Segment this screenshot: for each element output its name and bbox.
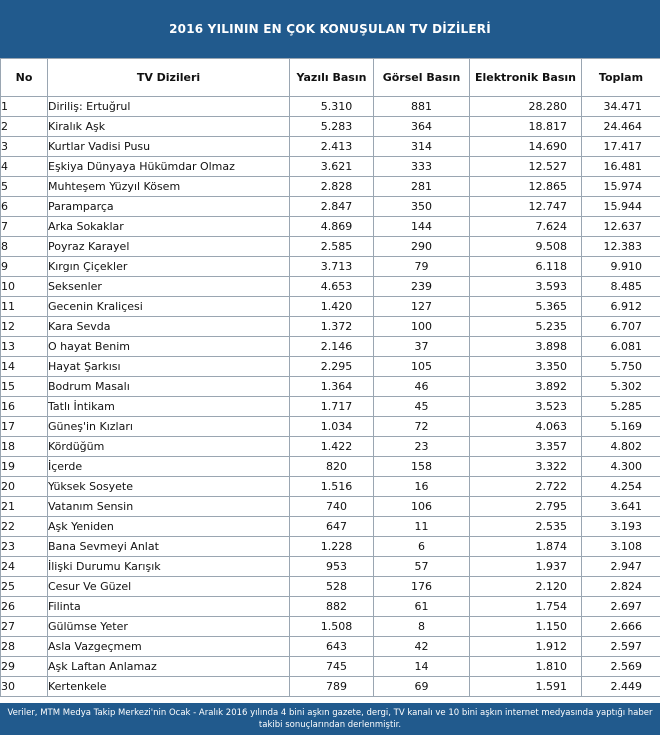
table-header <box>1 59 660 97</box>
table-row <box>1 497 660 517</box>
cell-toplam: 5.285 <box>582 397 660 417</box>
cell-no: 22 <box>1 517 48 537</box>
cell-yazili-basin: 5.283 <box>290 117 374 137</box>
cell-toplam: 2.666 <box>582 617 660 637</box>
cell-yazili-basin: 1.422 <box>290 437 374 457</box>
cell-no: 18 <box>1 437 48 457</box>
cell-series-name: Cesur Ve Güzel <box>48 577 290 597</box>
cell-no: 5 <box>1 177 48 197</box>
cell-elektronik-basin: 3.357 <box>470 437 582 457</box>
table-row <box>1 397 660 417</box>
cell-yazili-basin: 1.228 <box>290 537 374 557</box>
cell-no: 11 <box>1 297 48 317</box>
cell-no: 24 <box>1 557 48 577</box>
table-row <box>1 317 660 337</box>
cell-gorsel-basin: 333 <box>374 157 470 177</box>
cell-series-name: Kertenkele <box>48 677 290 697</box>
cell-series-name: İlişki Durumu Karışık <box>48 557 290 577</box>
table-row <box>1 677 660 697</box>
table-row <box>1 637 660 657</box>
cell-series-name: Hayat Şarkısı <box>48 357 290 377</box>
cell-yazili-basin: 1.034 <box>290 417 374 437</box>
cell-series-name: Tatlı İntikam <box>48 397 290 417</box>
column-header-yazili-basin: Yazılı Basın <box>290 59 374 97</box>
cell-toplam: 2.569 <box>582 657 660 677</box>
cell-no: 9 <box>1 257 48 277</box>
cell-toplam: 12.383 <box>582 237 660 257</box>
table-row <box>1 157 660 177</box>
cell-elektronik-basin: 1.874 <box>470 537 582 557</box>
cell-no: 27 <box>1 617 48 637</box>
cell-series-name: Diriliş: Ertuğrul <box>48 97 290 117</box>
cell-yazili-basin: 3.713 <box>290 257 374 277</box>
cell-series-name: Yüksek Sosyete <box>48 477 290 497</box>
cell-elektronik-basin: 5.235 <box>470 317 582 337</box>
cell-gorsel-basin: 6 <box>374 537 470 557</box>
cell-toplam: 4.300 <box>582 457 660 477</box>
cell-no: 17 <box>1 417 48 437</box>
table-row <box>1 657 660 677</box>
cell-toplam: 16.481 <box>582 157 660 177</box>
cell-elektronik-basin: 3.898 <box>470 337 582 357</box>
cell-gorsel-basin: 881 <box>374 97 470 117</box>
cell-elektronik-basin: 1.591 <box>470 677 582 697</box>
table-row <box>1 237 660 257</box>
cell-toplam: 2.449 <box>582 677 660 697</box>
footnote <box>0 703 660 735</box>
cell-yazili-basin: 647 <box>290 517 374 537</box>
cell-elektronik-basin: 1.810 <box>470 657 582 677</box>
cell-gorsel-basin: 57 <box>374 557 470 577</box>
cell-elektronik-basin: 1.937 <box>470 557 582 577</box>
cell-elektronik-basin: 7.624 <box>470 217 582 237</box>
cell-gorsel-basin: 314 <box>374 137 470 157</box>
cell-yazili-basin: 4.653 <box>290 277 374 297</box>
cell-gorsel-basin: 176 <box>374 577 470 597</box>
cell-yazili-basin: 643 <box>290 637 374 657</box>
table-row <box>1 557 660 577</box>
column-header-no: No <box>1 59 48 97</box>
cell-no: 23 <box>1 537 48 557</box>
cell-gorsel-basin: 46 <box>374 377 470 397</box>
cell-gorsel-basin: 239 <box>374 277 470 297</box>
cell-yazili-basin: 5.310 <box>290 97 374 117</box>
cell-yazili-basin: 2.413 <box>290 137 374 157</box>
cell-series-name: Arka Sokaklar <box>48 217 290 237</box>
cell-series-name: Gülümse Yeter <box>48 617 290 637</box>
cell-elektronik-basin: 3.523 <box>470 397 582 417</box>
cell-elektronik-basin: 2.722 <box>470 477 582 497</box>
cell-elektronik-basin: 3.593 <box>470 277 582 297</box>
header-row <box>1 59 660 97</box>
table-row <box>1 337 660 357</box>
cell-no: 2 <box>1 117 48 137</box>
cell-series-name: Aşk Laftan Anlamaz <box>48 657 290 677</box>
cell-yazili-basin: 1.372 <box>290 317 374 337</box>
cell-gorsel-basin: 100 <box>374 317 470 337</box>
table-title <box>0 0 660 58</box>
column-header-toplam: Toplam <box>582 59 660 97</box>
cell-gorsel-basin: 45 <box>374 397 470 417</box>
column-header-elektronik-basin: Elektronik Basın <box>470 59 582 97</box>
cell-no: 19 <box>1 457 48 477</box>
cell-gorsel-basin: 37 <box>374 337 470 357</box>
cell-series-name: O hayat Benim <box>48 337 290 357</box>
cell-gorsel-basin: 79 <box>374 257 470 277</box>
cell-no: 30 <box>1 677 48 697</box>
cell-no: 7 <box>1 217 48 237</box>
cell-elektronik-basin: 2.795 <box>470 497 582 517</box>
cell-gorsel-basin: 42 <box>374 637 470 657</box>
cell-no: 10 <box>1 277 48 297</box>
footnote-text: Veriler, MTM Medya Takip Merkezi'nin Ocak - Aralık 2016 yılında 4 bini aşkın gazete, dergi, TV kanalı ve 10 bini aşkın internet medyasında yaptığı haber takibi sonuçlarından derlenmiştir. <box>7 708 653 730</box>
cell-yazili-basin: 740 <box>290 497 374 517</box>
cell-gorsel-basin: 14 <box>374 657 470 677</box>
cell-no: 4 <box>1 157 48 177</box>
cell-elektronik-basin: 12.747 <box>470 197 582 217</box>
cell-toplam: 4.802 <box>582 437 660 457</box>
table-row <box>1 537 660 557</box>
table-row <box>1 577 660 597</box>
cell-toplam: 6.912 <box>582 297 660 317</box>
column-header-tv-dizileri: TV Dizileri <box>48 59 290 97</box>
cell-elektronik-basin: 4.063 <box>470 417 582 437</box>
cell-series-name: İçerde <box>48 457 290 477</box>
table-row <box>1 177 660 197</box>
column-header-gorsel-basin: Görsel Basın <box>374 59 470 97</box>
cell-gorsel-basin: 8 <box>374 617 470 637</box>
cell-yazili-basin: 1.420 <box>290 297 374 317</box>
cell-no: 16 <box>1 397 48 417</box>
cell-gorsel-basin: 364 <box>374 117 470 137</box>
cell-yazili-basin: 3.621 <box>290 157 374 177</box>
cell-series-name: Gecenin Kraliçesi <box>48 297 290 317</box>
cell-no: 21 <box>1 497 48 517</box>
cell-gorsel-basin: 105 <box>374 357 470 377</box>
cell-yazili-basin: 953 <box>290 557 374 577</box>
cell-toplam: 3.193 <box>582 517 660 537</box>
table-row <box>1 97 660 117</box>
cell-elektronik-basin: 14.690 <box>470 137 582 157</box>
cell-toplam: 34.471 <box>582 97 660 117</box>
cell-no: 15 <box>1 377 48 397</box>
cell-elektronik-basin: 12.865 <box>470 177 582 197</box>
cell-elektronik-basin: 1.754 <box>470 597 582 617</box>
cell-toplam: 9.910 <box>582 257 660 277</box>
cell-elektronik-basin: 6.118 <box>470 257 582 277</box>
cell-series-name: Aşk Yeniden <box>48 517 290 537</box>
cell-no: 12 <box>1 317 48 337</box>
cell-toplam: 4.254 <box>582 477 660 497</box>
cell-no: 8 <box>1 237 48 257</box>
title-text: 2016 YILININ EN ÇOK KONUŞULAN TV DİZİLERİ <box>169 22 491 36</box>
table-row <box>1 517 660 537</box>
table-row <box>1 377 660 397</box>
cell-yazili-basin: 2.585 <box>290 237 374 257</box>
cell-elektronik-basin: 3.892 <box>470 377 582 397</box>
cell-elektronik-basin: 3.350 <box>470 357 582 377</box>
cell-toplam: 3.108 <box>582 537 660 557</box>
cell-no: 28 <box>1 637 48 657</box>
cell-toplam: 15.944 <box>582 197 660 217</box>
table-row <box>1 297 660 317</box>
cell-no: 14 <box>1 357 48 377</box>
cell-elektronik-basin: 1.912 <box>470 637 582 657</box>
cell-toplam: 2.597 <box>582 637 660 657</box>
table-row <box>1 417 660 437</box>
cell-toplam: 17.417 <box>582 137 660 157</box>
cell-toplam: 6.081 <box>582 337 660 357</box>
cell-elektronik-basin: 3.322 <box>470 457 582 477</box>
cell-toplam: 15.974 <box>582 177 660 197</box>
cell-series-name: Güneş'in Kızları <box>48 417 290 437</box>
cell-toplam: 2.947 <box>582 557 660 577</box>
table-row <box>1 277 660 297</box>
cell-series-name: Kurtlar Vadisi Pusu <box>48 137 290 157</box>
cell-gorsel-basin: 106 <box>374 497 470 517</box>
cell-series-name: Asla Vazgeçmem <box>48 637 290 657</box>
cell-toplam: 3.641 <box>582 497 660 517</box>
cell-no: 6 <box>1 197 48 217</box>
table-row <box>1 357 660 377</box>
cell-gorsel-basin: 290 <box>374 237 470 257</box>
cell-yazili-basin: 2.847 <box>290 197 374 217</box>
cell-gorsel-basin: 72 <box>374 417 470 437</box>
cell-toplam: 2.824 <box>582 577 660 597</box>
table-row <box>1 597 660 617</box>
cell-series-name: Kiralık Aşk <box>48 117 290 137</box>
table-row <box>1 477 660 497</box>
cell-gorsel-basin: 144 <box>374 217 470 237</box>
cell-series-name: Kırgın Çiçekler <box>48 257 290 277</box>
cell-series-name: Kördüğüm <box>48 437 290 457</box>
cell-elektronik-basin: 5.365 <box>470 297 582 317</box>
cell-elektronik-basin: 9.508 <box>470 237 582 257</box>
cell-no: 29 <box>1 657 48 677</box>
cell-elektronik-basin: 18.817 <box>470 117 582 137</box>
cell-yazili-basin: 4.869 <box>290 217 374 237</box>
cell-yazili-basin: 2.295 <box>290 357 374 377</box>
table-row <box>1 217 660 237</box>
table-row <box>1 257 660 277</box>
table-row <box>1 457 660 477</box>
cell-no: 13 <box>1 337 48 357</box>
table-row <box>1 117 660 137</box>
cell-yazili-basin: 745 <box>290 657 374 677</box>
table-row <box>1 617 660 637</box>
table-row <box>1 197 660 217</box>
cell-gorsel-basin: 281 <box>374 177 470 197</box>
cell-toplam: 5.169 <box>582 417 660 437</box>
cell-yazili-basin: 1.717 <box>290 397 374 417</box>
cell-no: 25 <box>1 577 48 597</box>
cell-gorsel-basin: 69 <box>374 677 470 697</box>
cell-toplam: 8.485 <box>582 277 660 297</box>
cell-toplam: 5.750 <box>582 357 660 377</box>
cell-toplam: 6.707 <box>582 317 660 337</box>
cell-yazili-basin: 820 <box>290 457 374 477</box>
cell-yazili-basin: 1.508 <box>290 617 374 637</box>
cell-yazili-basin: 2.146 <box>290 337 374 357</box>
cell-elektronik-basin: 2.120 <box>470 577 582 597</box>
table-row <box>1 137 660 157</box>
cell-elektronik-basin: 12.527 <box>470 157 582 177</box>
cell-series-name: Bodrum Masalı <box>48 377 290 397</box>
cell-toplam: 24.464 <box>582 117 660 137</box>
series-table <box>0 58 660 697</box>
cell-gorsel-basin: 158 <box>374 457 470 477</box>
cell-yazili-basin: 1.364 <box>290 377 374 397</box>
cell-series-name: Vatanım Sensin <box>48 497 290 517</box>
cell-toplam: 5.302 <box>582 377 660 397</box>
cell-elektronik-basin: 28.280 <box>470 97 582 117</box>
cell-yazili-basin: 1.516 <box>290 477 374 497</box>
cell-series-name: Seksenler <box>48 277 290 297</box>
cell-no: 1 <box>1 97 48 117</box>
cell-yazili-basin: 528 <box>290 577 374 597</box>
cell-toplam: 12.637 <box>582 217 660 237</box>
cell-series-name: Paramparça <box>48 197 290 217</box>
cell-no: 26 <box>1 597 48 617</box>
cell-yazili-basin: 789 <box>290 677 374 697</box>
cell-series-name: Muhteşem Yüzyıl Kösem <box>48 177 290 197</box>
cell-series-name: Kara Sevda <box>48 317 290 337</box>
cell-gorsel-basin: 23 <box>374 437 470 457</box>
cell-elektronik-basin: 1.150 <box>470 617 582 637</box>
cell-series-name: Filinta <box>48 597 290 617</box>
cell-yazili-basin: 882 <box>290 597 374 617</box>
cell-gorsel-basin: 16 <box>374 477 470 497</box>
cell-gorsel-basin: 11 <box>374 517 470 537</box>
table-body <box>1 97 660 697</box>
cell-toplam: 2.697 <box>582 597 660 617</box>
table-row <box>1 437 660 457</box>
cell-gorsel-basin: 127 <box>374 297 470 317</box>
cell-series-name: Poyraz Karayel <box>48 237 290 257</box>
cell-series-name: Bana Sevmeyi Anlat <box>48 537 290 557</box>
cell-elektronik-basin: 2.535 <box>470 517 582 537</box>
cell-series-name: Eşkiya Dünyaya Hükümdar Olmaz <box>48 157 290 177</box>
cell-yazili-basin: 2.828 <box>290 177 374 197</box>
cell-gorsel-basin: 61 <box>374 597 470 617</box>
cell-gorsel-basin: 350 <box>374 197 470 217</box>
cell-no: 20 <box>1 477 48 497</box>
cell-no: 3 <box>1 137 48 157</box>
